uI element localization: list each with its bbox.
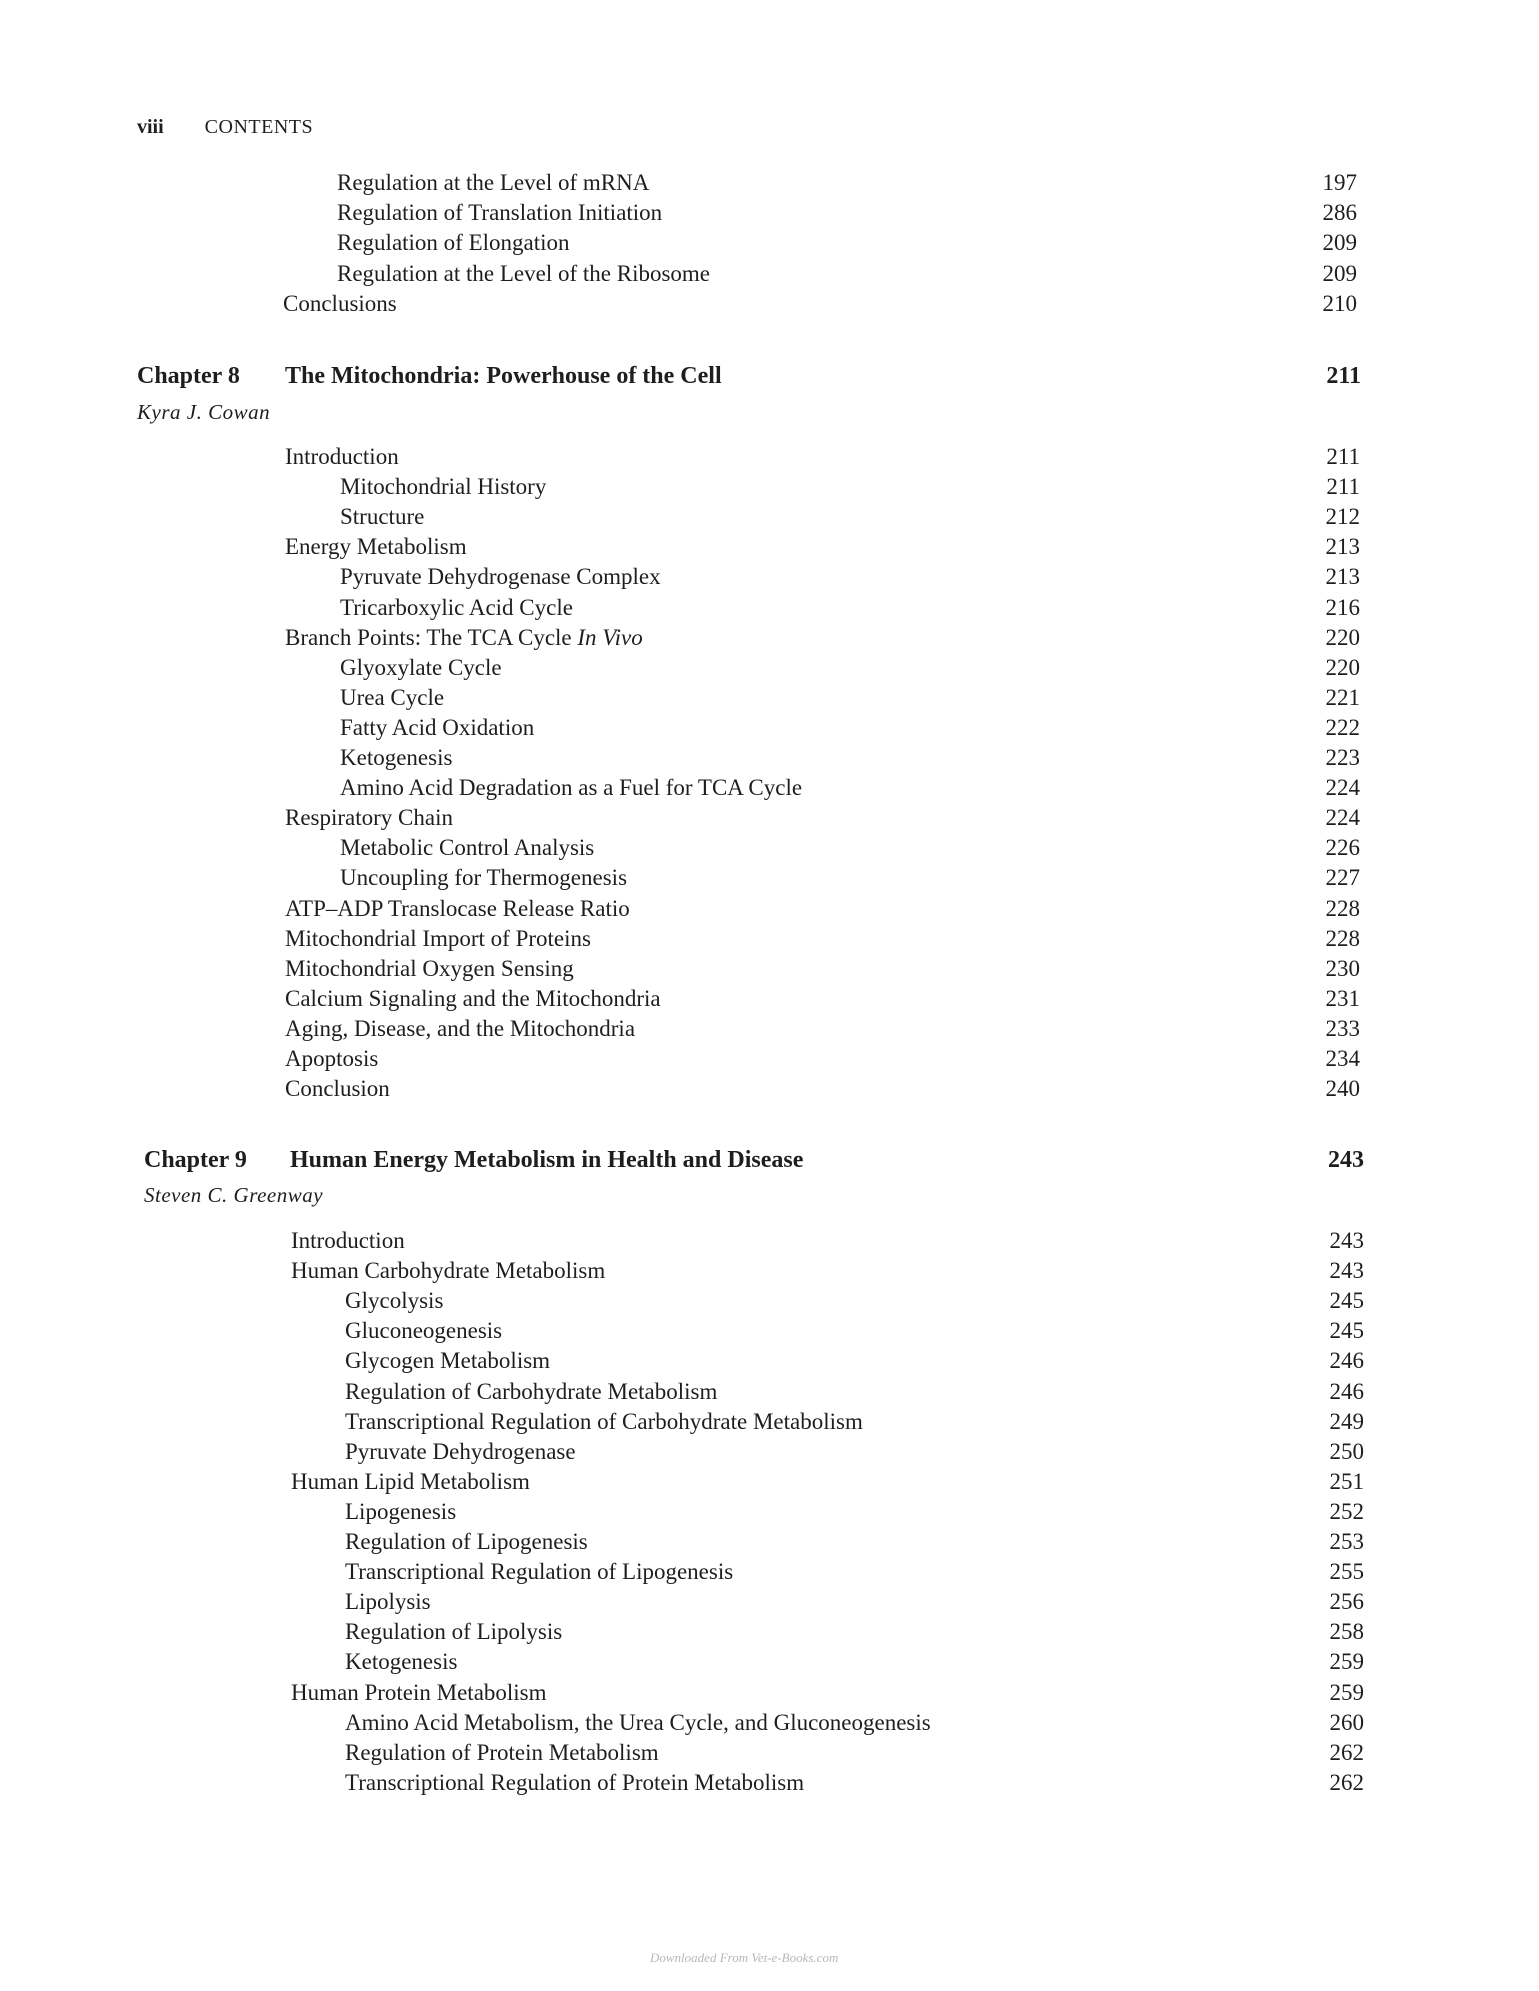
toc-entry-page: 234: [1325, 1046, 1360, 1071]
chapter-page: 243: [1328, 1147, 1364, 1173]
toc-entry-page: 250: [1329, 1438, 1364, 1464]
chapter-page: 211: [1326, 363, 1361, 389]
toc-entry-page: 259: [1329, 1679, 1364, 1705]
toc-entry-title: Ketogenesis: [340, 745, 453, 770]
toc-entry-page: 210: [1322, 290, 1357, 316]
page-number: viii: [137, 116, 164, 138]
toc-entry-title: Pyruvate Dehydrogenase Complex: [340, 564, 661, 590]
toc-entry-title: Apoptosis: [285, 1046, 379, 1071]
toc-entry-page: 220: [1325, 624, 1360, 650]
toc-entry-title: Human Carbohydrate Metabolism: [291, 1258, 606, 1284]
toc-entry: [0, 442, 1539, 472]
chapter-number: Chapter 9: [144, 1147, 247, 1173]
toc-entry: [0, 773, 1539, 803]
watermark: Downloaded From Vet-e-Books.com: [650, 1950, 839, 1965]
toc-entry-page: 246: [1329, 1348, 1364, 1374]
toc-entry-title: Aging, Disease, and the Mitochondria: [285, 1015, 636, 1041]
toc-entry-title: Transcriptional Regulation of Protein Metabolism: [345, 1769, 805, 1795]
toc-entry: [0, 743, 1539, 773]
toc-entry: [0, 1286, 1539, 1316]
toc-entry: [0, 653, 1539, 683]
toc-entry: [0, 924, 1539, 954]
toc-entry-page: 216: [1325, 594, 1360, 620]
toc-entry-title: Human Lipid Metabolism: [291, 1468, 530, 1494]
toc-entry-page: 246: [1329, 1378, 1364, 1404]
toc-entry-page: 224: [1325, 805, 1360, 831]
toc-entry: [0, 593, 1539, 623]
toc-entry: [0, 623, 1539, 653]
toc-entry-title: Branch Points: The TCA Cycle In Vivo: [285, 624, 643, 650]
toc-entry-title-italic: In Vivo: [577, 624, 643, 650]
chapter-author: Kyra J. Cowan: [137, 400, 271, 424]
toc-entry-title: Regulation of Translation Initiation: [337, 200, 663, 226]
toc-entry: [0, 1497, 1539, 1527]
toc-entry-page: 213: [1325, 534, 1360, 560]
toc-entry: [0, 1316, 1539, 1346]
toc-entry-page: 243: [1329, 1258, 1364, 1284]
toc-entry-page: 223: [1325, 745, 1360, 770]
toc-entry-title: Energy Metabolism: [285, 534, 467, 560]
toc-entry-title: Conclusion: [285, 1076, 390, 1102]
toc-entry-page: 212: [1325, 504, 1360, 530]
toc-entry-title: Glycolysis: [345, 1288, 444, 1314]
toc-entry: [0, 562, 1539, 592]
toc-entry-page: 213: [1325, 564, 1360, 590]
toc-entry: [0, 532, 1539, 562]
toc-entry-title: Calcium Signaling and the Mitochondria: [285, 985, 661, 1011]
toc-entry: [0, 1044, 1539, 1074]
toc-entry: [0, 168, 1539, 198]
toc-entry-title: Conclusions: [283, 290, 397, 316]
toc-entry: [0, 863, 1539, 893]
toc-entry-title: Respiratory Chain: [285, 805, 453, 831]
toc-entry-page: 251: [1329, 1468, 1364, 1494]
toc-entry: [0, 259, 1539, 289]
toc-entry-title: Fatty Acid Oxidation: [340, 714, 535, 740]
toc-entry-title: ATP–ADP Translocase Release Ratio: [285, 895, 630, 921]
toc-entry: [0, 1256, 1539, 1286]
toc-entry-title: Lipolysis: [345, 1589, 431, 1615]
toc-entry-page: 226: [1325, 835, 1360, 861]
toc-entry-title: Lipogenesis: [345, 1498, 457, 1524]
toc-entry: [0, 1467, 1539, 1497]
toc-entry-title: Regulation of Carbohydrate Metabolism: [345, 1378, 718, 1404]
toc-entry-page: 228: [1325, 925, 1360, 951]
toc-entry: [0, 1226, 1539, 1256]
toc-entry-page: 260: [1329, 1709, 1364, 1735]
toc-entry: [0, 289, 1539, 319]
toc-entry: [0, 1587, 1539, 1617]
toc-entry: [0, 683, 1539, 713]
toc-entry-page: 228: [1325, 895, 1360, 921]
toc-entry: [0, 833, 1539, 863]
toc-entry: [0, 502, 1539, 532]
toc-entry-page: 258: [1329, 1619, 1364, 1645]
toc-entry: [0, 1377, 1539, 1407]
toc-entry-page: 227: [1325, 865, 1360, 891]
running-title: CONTENTS: [204, 116, 314, 138]
toc-entry-page: 197: [1322, 170, 1357, 195]
toc-entry: [0, 1014, 1539, 1044]
toc-entry-title: Transcriptional Regulation of Lipogenesis: [345, 1559, 734, 1585]
toc-entry-page: 222: [1325, 714, 1360, 740]
toc-entry-title: Regulation of Lipolysis: [345, 1619, 563, 1645]
toc-entry-title: Glyoxylate Cycle: [340, 654, 502, 680]
toc-entry-page: 252: [1329, 1498, 1364, 1524]
toc-entry: [0, 1708, 1539, 1738]
toc-entry-page: 230: [1325, 955, 1360, 981]
toc-entry-page: 245: [1329, 1288, 1364, 1314]
toc-entry-page: 240: [1325, 1076, 1360, 1102]
toc-entry-title: Mitochondrial Oxygen Sensing: [285, 955, 574, 981]
toc-entry-page: 224: [1325, 775, 1360, 801]
toc-entry: [0, 894, 1539, 924]
toc-entry: [0, 1768, 1539, 1798]
toc-entry-title: Regulation at the Level of the Ribosome: [337, 260, 711, 286]
toc-entry-page: 249: [1329, 1408, 1364, 1434]
toc-entry: [0, 1678, 1539, 1708]
toc-entry: [0, 472, 1539, 502]
toc-entry: [0, 713, 1539, 743]
chapter-author: Steven C. Greenway: [144, 1183, 324, 1207]
toc-entry-page: 255: [1329, 1559, 1364, 1585]
toc-entry-page: 221: [1325, 684, 1360, 710]
toc-entry-title: Structure: [340, 504, 425, 530]
toc-entry: [0, 984, 1539, 1014]
toc-entry-page: 286: [1322, 200, 1357, 226]
toc-entry-title: Tricarboxylic Acid Cycle: [340, 594, 573, 620]
toc-entry: [0, 228, 1539, 258]
running-header: [137, 116, 313, 139]
toc-entry-title: Metabolic Control Analysis: [340, 835, 595, 861]
toc-entry-title: Regulation of Elongation: [337, 230, 570, 256]
toc-entry-title: Transcriptional Regulation of Carbohydrate Metabolism: [345, 1408, 863, 1434]
toc-entry-page: 262: [1329, 1769, 1364, 1795]
chapter-title: The Mitochondria: Powerhouse of the Cell: [285, 363, 722, 389]
toc-entry: [0, 1557, 1539, 1587]
toc-entry: [0, 803, 1539, 833]
toc-entry-title: Human Protein Metabolism: [291, 1679, 547, 1705]
toc-entry: [0, 1407, 1539, 1437]
toc-entry: [0, 198, 1539, 228]
toc-entry: [0, 1437, 1539, 1467]
toc-entry-page: 211: [1326, 474, 1360, 500]
toc-entry: [0, 1738, 1539, 1768]
toc-entry-page: 233: [1325, 1015, 1360, 1041]
toc-entry: [0, 1527, 1539, 1557]
toc-entry-title: Amino Acid Degradation as a Fuel for TCA Cycle: [340, 775, 803, 801]
toc-entry-title: Introduction: [291, 1228, 405, 1253]
toc-entry-page: 220: [1325, 654, 1360, 680]
toc-entry-page: 211: [1326, 444, 1360, 469]
chapter-title: Human Energy Metabolism in Health and Disease: [290, 1147, 804, 1173]
toc-entry-page: 259: [1329, 1649, 1364, 1675]
toc-entry: [0, 1617, 1539, 1647]
toc-entry-title: Gluconeogenesis: [345, 1318, 503, 1344]
toc-entry-title: Pyruvate Dehydrogenase: [345, 1438, 576, 1464]
toc-entry-title: Amino Acid Metabolism, the Urea Cycle, and Gluconeogenesis: [345, 1709, 931, 1735]
toc-entry-page: 245: [1329, 1318, 1364, 1344]
toc-entry-page: 253: [1329, 1529, 1364, 1554]
toc-entry-title: Ketogenesis: [345, 1649, 458, 1675]
toc-entry-title: Mitochondrial Import of Proteins: [285, 925, 591, 951]
toc-entry-title: Urea Cycle: [340, 684, 445, 710]
toc-entry-page: 209: [1322, 230, 1357, 256]
toc-entry: [0, 1074, 1539, 1104]
toc-entry-page: 231: [1325, 985, 1360, 1011]
toc-entry-title: Regulation of Protein Metabolism: [345, 1739, 659, 1765]
toc-entry-page: 256: [1329, 1589, 1364, 1615]
toc-entry: [0, 1346, 1539, 1376]
toc-entry-title: Glycogen Metabolism: [345, 1348, 551, 1374]
toc-entry-title: Mitochondrial History: [340, 474, 547, 500]
toc-entry-page: 209: [1322, 260, 1357, 286]
toc-entry-page: 243: [1329, 1228, 1364, 1253]
toc-entry-page: 262: [1329, 1739, 1364, 1765]
toc-entry-title: Regulation at the Level of mRNA: [337, 170, 650, 195]
toc-entry: [0, 1647, 1539, 1677]
toc-entry-title: Uncoupling for Thermogenesis: [340, 865, 628, 891]
chapter-number: Chapter 8: [137, 363, 240, 389]
toc-entry: [0, 954, 1539, 984]
toc-entry-title: Regulation of Lipogenesis: [345, 1529, 588, 1554]
toc-entry-title: Introduction: [285, 444, 399, 469]
